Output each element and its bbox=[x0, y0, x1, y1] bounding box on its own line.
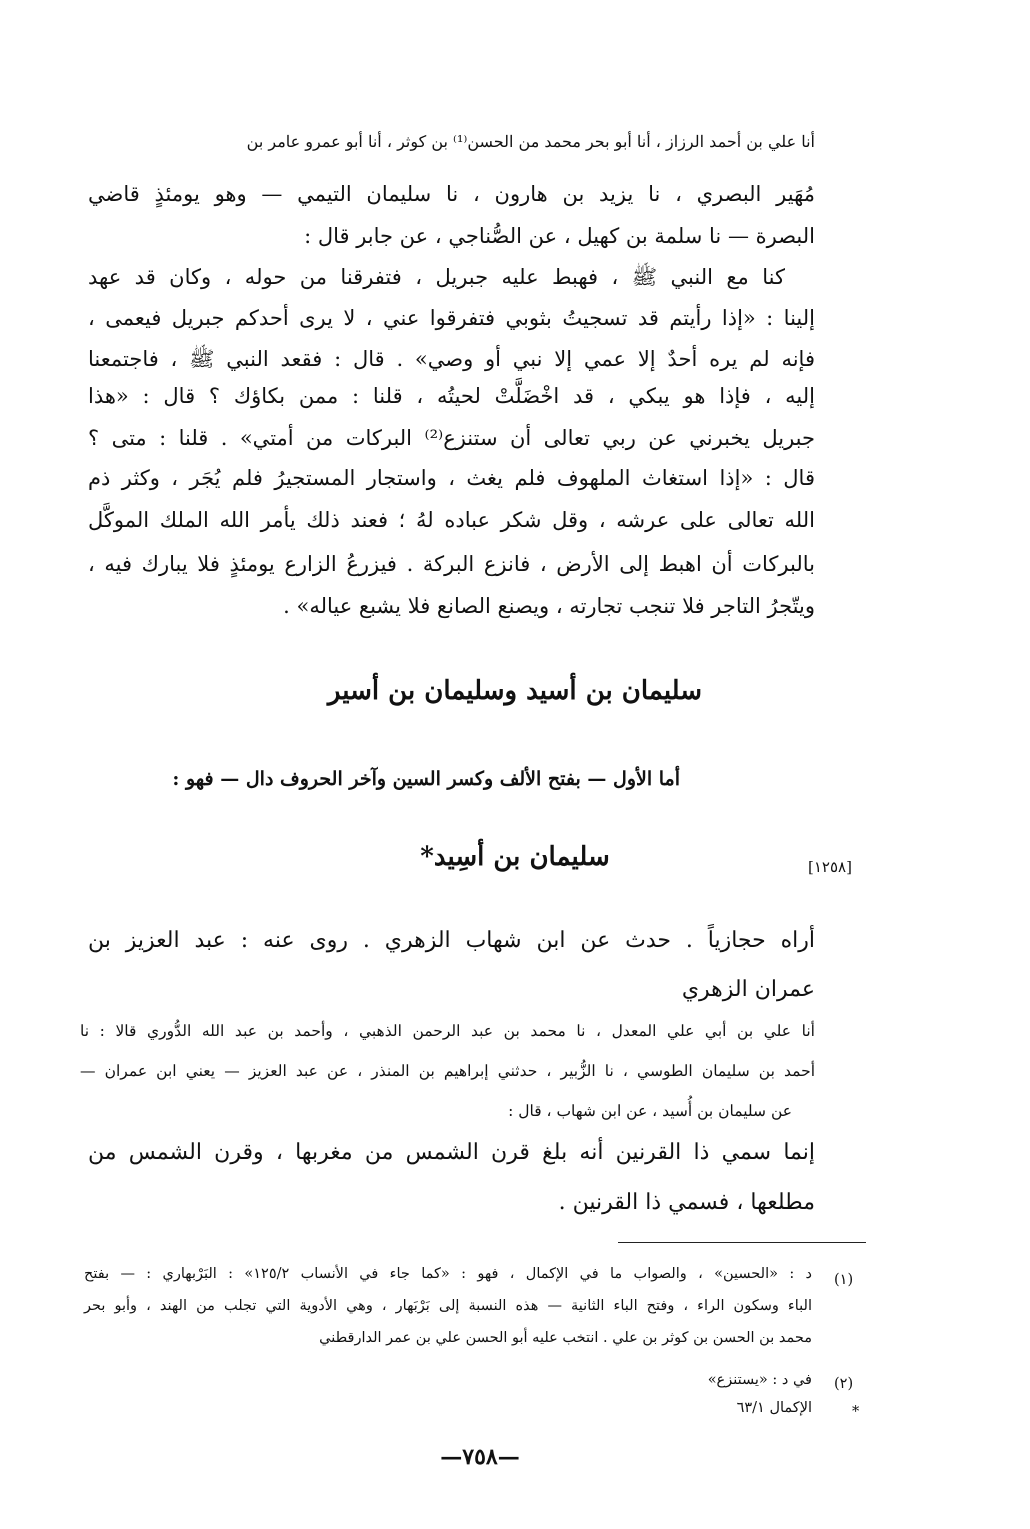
isnad-line: عن سليمان بن أُسيد ، عن ابن شهاب ، قال : bbox=[508, 1102, 792, 1120]
footnote-marker: * bbox=[852, 1404, 860, 1420]
footnote-line: في د : «يستنزع» bbox=[707, 1372, 812, 1388]
page-number: —٧٥٨— bbox=[440, 1444, 520, 1470]
narration-line: جبريل يخبرني عن ربي تعالى أن ستنزع⁽²⁾ البركات من أمتي» . قلنا : متى ؟ bbox=[88, 426, 815, 450]
narration-line: بالبركات أن اهبط إلى الأرض ، فانزع البركة . فيزرعُ الزارع يومئذٍ فلا يبارك فيه ، bbox=[88, 552, 815, 576]
entry-title: سليمان بن أسِيد* bbox=[420, 842, 610, 872]
narration-line: فإنه لم يره أحدٌ إلا عمي إلا نبي أو وصي» . قال : فقعد النبي ﷺ ، فاجتمعنا bbox=[88, 347, 815, 371]
entry-line: أراه حجازياً . حدث عن ابن شهاب الزهري . روى عنه : عبد العزيز بن bbox=[88, 928, 815, 953]
narration-line: البصرة — نا سلمة بن كهيل ، عن الصُّناجي ، عن جابر قال : bbox=[304, 224, 815, 248]
narration-line: إلينا : «إذا رأيتم قد تسجيتُ بثوبي فتفرقوا عني ، لا يرى أحدكم جبريل فيعمى ، bbox=[88, 306, 815, 330]
narration-line: قال : «إذا استغاث الملهوف فلم يغث ، واستجار المستجيرُ فلم يُجَر ، وكثر ذم bbox=[88, 466, 815, 490]
quote-line: إنما سمي ذا القرنين أنه بلغ قرن الشمس من مغربها ، وقرن الشمس من bbox=[88, 1140, 815, 1165]
entry-line: عمران الزهري bbox=[681, 977, 815, 1002]
narration-line: ويتّجرُ التاجر فلا تنجب تجارته ، ويصنع الصانع فلا يشبع عياله» . bbox=[283, 594, 815, 618]
footnote-line: د : «الحسين» ، والصواب ما في الإكمال ، فهو : «كما جاء في الأنساب ١٢٥/٢» : البَرْبهاري : — بفتح bbox=[84, 1266, 812, 1282]
quote-line: مطلعها ، فسمي ذا القرنين . bbox=[558, 1190, 815, 1215]
footnote-line: محمد بن الحسن بن كوثر بن علي . انتخب عليه أبو الحسن علي بن عمر الدارقطني bbox=[319, 1330, 812, 1346]
narration-line: كنا مع النبي ﷺ ، فهبط عليه جبريل ، فتفرقنا من حوله ، وكان قد عهد bbox=[88, 265, 785, 289]
footnote-line: الإكمال ٦٣/١ bbox=[736, 1400, 812, 1416]
footnote-divider bbox=[618, 1242, 866, 1243]
isnad-line: أنا علي بن أحمد الرزاز ، أنا أبو بحر محمد من الحسن⁽¹⁾ بن كوثر ، أنا أبو عمرو عامر بن bbox=[246, 132, 815, 151]
section-heading: سليمان بن أسيد وسليمان بن أسير bbox=[327, 676, 703, 706]
footnote-line: الباء وسكون الراء ، وفتح الباء الثانية — هذه النسبة إلى بَرْبَهار ، وهي الأدوية التي تجلب من الهند ، وأبو بحر bbox=[84, 1298, 812, 1314]
narration-line: مُهَير البصري ، نا يزيد بن هارون ، نا سليمان التيمي — وهو يومئذٍ قاضي bbox=[88, 182, 815, 206]
footnote-marker: (١) bbox=[834, 1272, 854, 1288]
entry-number: [١٢٥٨] bbox=[808, 858, 852, 876]
footnote-marker: (٢) bbox=[834, 1376, 854, 1392]
isnad-line: أنا علي بن أبي علي المعدل ، نا محمد بن عبد الرحمن الذهبي ، وأحمد بن عبد الله الدُّوري قالا : نا bbox=[80, 1022, 815, 1040]
section-subheading: أما الأول — بفتح الألف وكسر السين وآخر الحروف دال — فهو : bbox=[172, 768, 680, 790]
isnad-line: أحمد بن سليمان الطوسي ، نا الزُّبير ، حدثني إبراهيم بن المنذر ، عن عبد العزيز — يعني ابن عمران — bbox=[80, 1062, 815, 1080]
narration-line: الله تعالى على عرشه ، وقل شكر عباده لهُ ؛ فعند ذلك يأمر الله الملك الموكَّل bbox=[88, 508, 815, 532]
narration-line: إليه ، فإذا هو يبكي ، قد اخْضَلَّتْ لحيتُه ، قلنا : ممن بكاؤك ؟ قال : «هذا bbox=[88, 384, 815, 408]
